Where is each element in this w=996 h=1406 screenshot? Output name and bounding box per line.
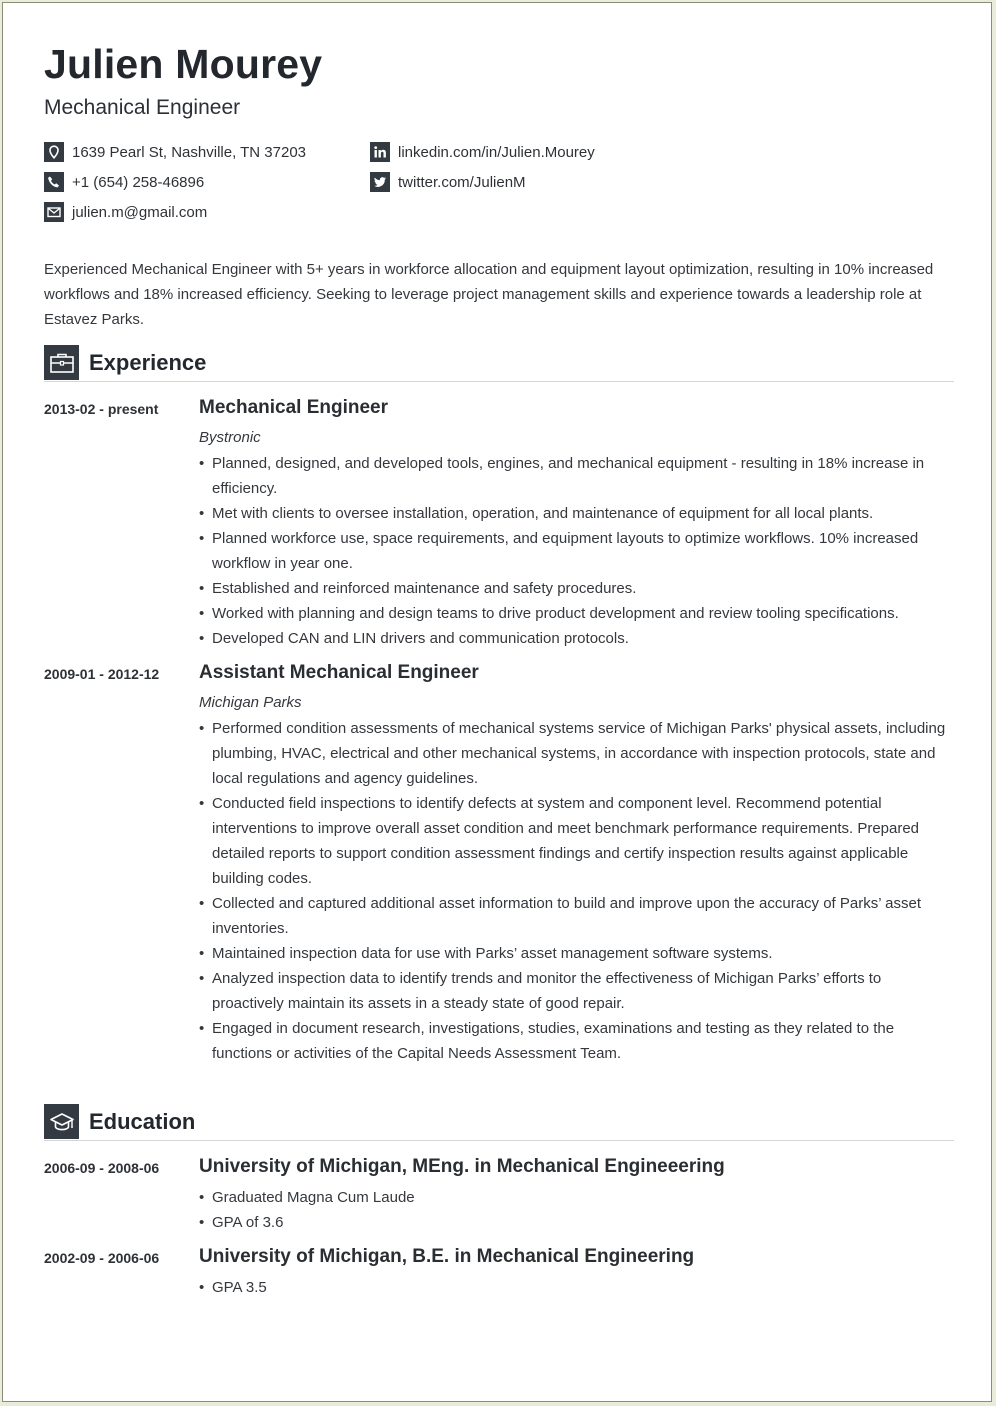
briefcase-icon: [44, 345, 79, 380]
education-bullets: [199, 1275, 949, 1300]
email-link[interactable]: julien.m@gmail.com: [72, 203, 208, 221]
twitter-link[interactable]: twitter.com/JulienM: [398, 173, 526, 191]
education-degree: University of Michigan, MEng. in Mechanical Engineeering: [199, 1156, 725, 1177]
list-item: • Developed CAN and LIN drivers and communication protocols.: [199, 626, 949, 651]
education-bullets: [199, 1185, 949, 1235]
job-bullets: [199, 716, 949, 1066]
phone-icon: [44, 172, 64, 192]
education-degree: University of Michigan, B.E. in Mechanical Engineering: [199, 1246, 695, 1267]
address-text: 1639 Pearl St, Nashville, TN 37203: [72, 143, 307, 161]
list-item: • Analyzed inspection data to identify trends and monitor the effectiveness of Michigan Parks’ efforts to proactively maintain its assets in a steady state of good repair.: [199, 966, 949, 1016]
candidate-title: Mechanical Engineer: [44, 96, 241, 119]
list-item: • Conducted field inspections to identify defects at system and component level. Recommend potential interventions to improve overall asset condition and meet benchmark performance requirements. Prepared detailed reports to support condition assessment findings and certify inspection results against applicable building codes.: [199, 791, 949, 891]
education-dates: 2002-09 - 2006-06: [44, 1250, 160, 1266]
list-item: • Established and reinforced maintenance and safety procedures.: [199, 576, 949, 601]
graduation-cap-icon: [44, 1104, 79, 1139]
job-role: Assistant Mechanical Engineer: [199, 662, 479, 683]
candidate-name: Julien Mourey: [44, 41, 323, 87]
contact-twitter: [370, 172, 526, 192]
linkedin-link[interactable]: linkedin.com/in/Julien.Mourey: [398, 143, 595, 161]
linkedin-icon: [370, 142, 390, 162]
job-company: Bystronic: [199, 429, 261, 446]
job-role: Mechanical Engineer: [199, 397, 389, 418]
list-item: • Performed condition assessments of mechanical systems service of Michigan Parks' physical assets, including plumbing, HVAC, electrical and other mechanical systems, in accordance with inspection protocols, state and local regulations and agency guidelines.: [199, 716, 949, 791]
education-section-header: [44, 1104, 954, 1141]
location-pin-icon: [44, 142, 64, 162]
contact-address: [44, 142, 306, 162]
experience-heading: Experience: [89, 350, 207, 375]
education-dates: 2006-09 - 2008-06: [44, 1160, 160, 1176]
twitter-icon: [370, 172, 390, 192]
job-dates: 2009-01 - 2012-12: [44, 666, 160, 682]
job-company: Michigan Parks: [199, 694, 302, 711]
list-item: • Met with clients to oversee installation, operation, and maintenance of equipment for all local plants.: [199, 501, 949, 526]
contact-linkedin: [370, 142, 595, 162]
job-bullets: [199, 451, 949, 651]
contact-email: [44, 202, 207, 222]
education-heading: Education: [89, 1109, 196, 1134]
list-item: • Planned, designed, and developed tools, engines, and mechanical equipment - resulting in 18% increase in efficiency.: [199, 451, 949, 501]
list-item: • Worked with planning and design teams to drive product development and review tooling specifications.: [199, 601, 949, 626]
list-item: • Collected and captured additional asset information to build and improve upon the accuracy of Parks’ asset inventories.: [199, 891, 949, 941]
envelope-icon: [44, 202, 64, 222]
experience-section-header: [44, 345, 954, 382]
phone-text: +1 (654) 258-46896: [72, 173, 205, 191]
list-item: • GPA of 3.6: [199, 1210, 949, 1235]
job-dates: 2013-02 - present: [44, 401, 159, 417]
contact-phone: [44, 172, 204, 192]
profile-summary: Experienced Mechanical Engineer with 5+ years in workforce allocation and equipment layout optimization, resulting in 10% increased workflows and 18% increased efficiency. Seeking to leverage project management skills and experience towards a leadership role at Estavez Parks.: [44, 261, 934, 328]
list-item: • Maintained inspection data for use with Parks’ asset management software systems.: [199, 941, 949, 966]
resume-page: [2, 2, 992, 1402]
list-item: • Planned workforce use, space requirements, and equipment layouts to optimize workflows. 10% increased workflow in year one.: [199, 526, 949, 576]
list-item: • GPA 3.5: [199, 1275, 949, 1300]
list-item: • Graduated Magna Cum Laude: [199, 1185, 949, 1210]
list-item: • Engaged in document research, investigations, studies, examinations and testing as they related to the functions or activities of the Capital Needs Assessment Team.: [199, 1016, 949, 1066]
